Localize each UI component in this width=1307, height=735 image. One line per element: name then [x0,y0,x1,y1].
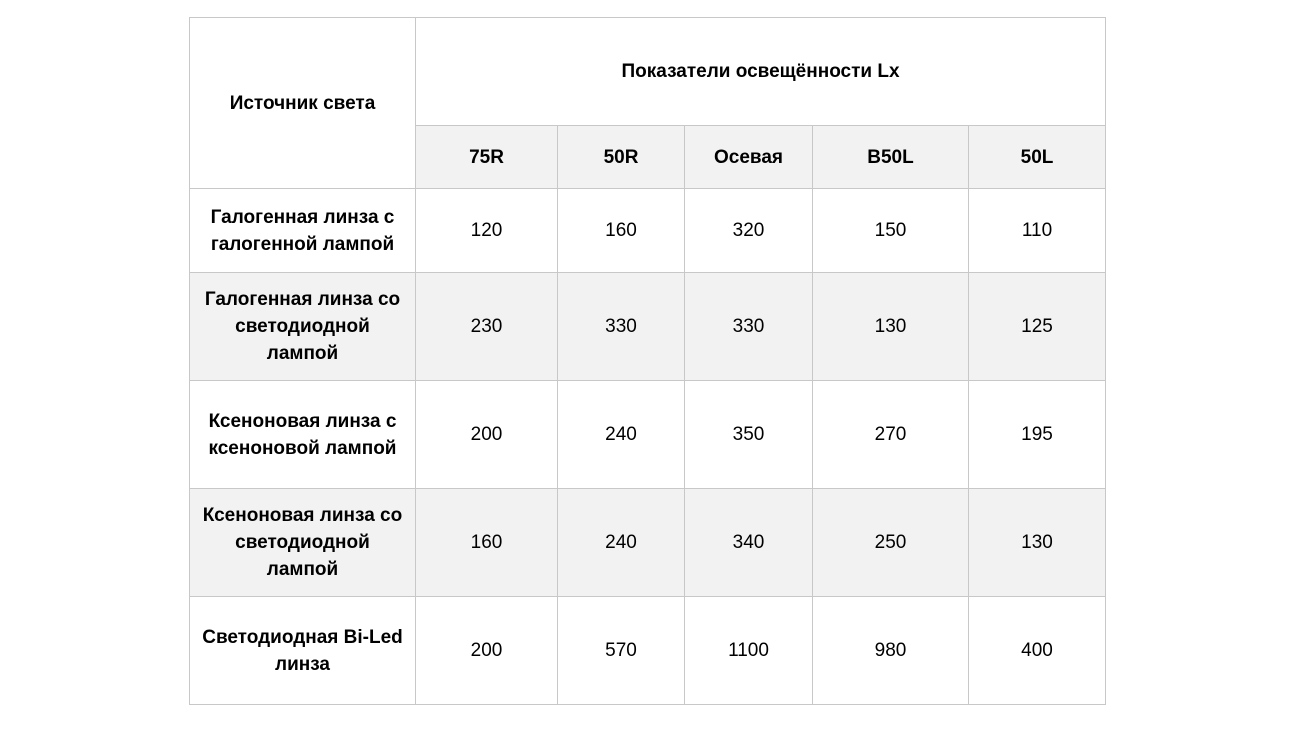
value-cell: 240 [558,381,685,489]
light-source-cell: Ксеноновая линза с ксеноновой лампой [190,381,416,489]
light-source-cell: Галогенная линза со светодиодной лампой [190,273,416,381]
light-source-cell: Ксеноновая линза со светодиодной лампой [190,489,416,597]
source-column-header: Источник света [190,18,416,189]
column-header-75r: 75R [416,126,558,189]
table-row [190,489,1106,597]
value-cell: 110 [969,189,1106,273]
column-header-axial: Осевая [685,126,813,189]
value-cell: 160 [558,189,685,273]
column-header-50l: 50L [969,126,1106,189]
light-source-cell: Галогенная линза с галогенной лампой [190,189,416,273]
value-cell: 340 [685,489,813,597]
value-cell: 150 [813,189,969,273]
value-cell: 200 [416,597,558,705]
value-cell: 230 [416,273,558,381]
table-row [190,597,1106,705]
illuminance-table [189,17,1106,705]
value-cell: 240 [558,489,685,597]
value-cell: 400 [969,597,1106,705]
table-row [190,189,1106,273]
light-source-cell: Светодиодная Bi-Led линза [190,597,416,705]
value-cell: 570 [558,597,685,705]
illuminance-group-header: Показатели освещённости Lx [416,18,1106,126]
column-header-b50l: B50L [813,126,969,189]
value-cell: 980 [813,597,969,705]
value-cell: 250 [813,489,969,597]
value-cell: 195 [969,381,1106,489]
value-cell: 160 [416,489,558,597]
value-cell: 125 [969,273,1106,381]
value-cell: 130 [969,489,1106,597]
table-row [190,273,1106,381]
value-cell: 1100 [685,597,813,705]
value-cell: 330 [558,273,685,381]
value-cell: 270 [813,381,969,489]
table-row [190,381,1106,489]
value-cell: 120 [416,189,558,273]
value-cell: 320 [685,189,813,273]
column-header-50r: 50R [558,126,685,189]
value-cell: 330 [685,273,813,381]
value-cell: 200 [416,381,558,489]
header-row-group [190,18,1106,126]
value-cell: 350 [685,381,813,489]
value-cell: 130 [813,273,969,381]
